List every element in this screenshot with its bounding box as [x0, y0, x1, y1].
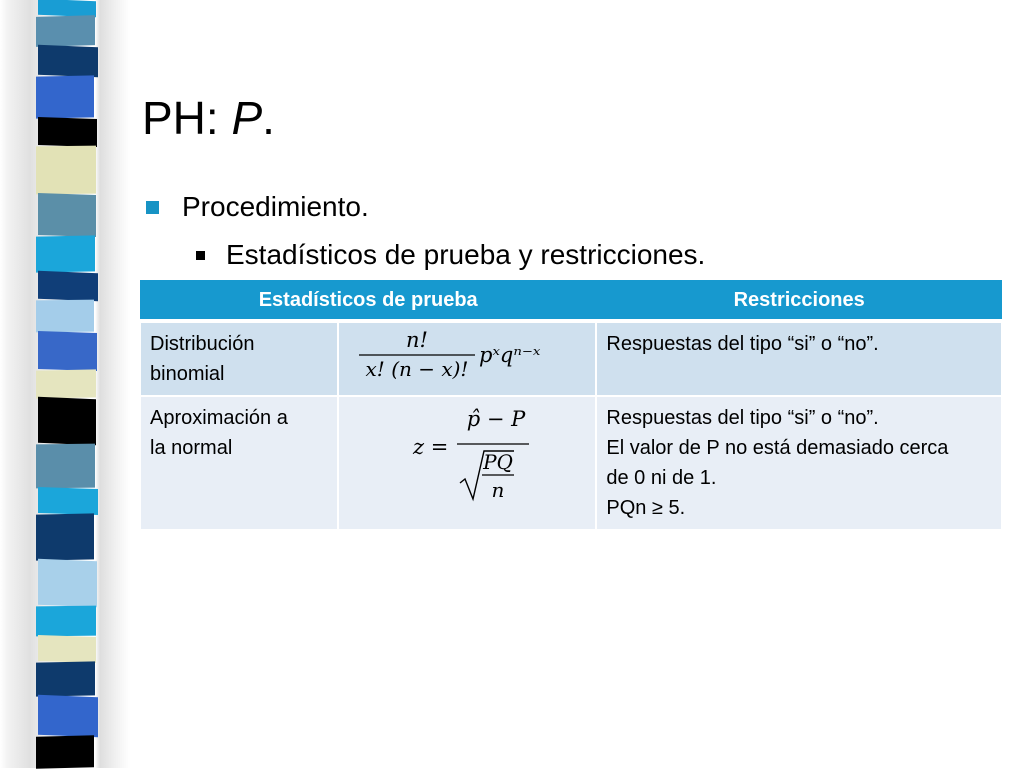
stripe-block	[38, 45, 98, 78]
formula-tail: pˣqⁿ⁻ˣ	[479, 343, 541, 367]
stripe-block	[36, 146, 96, 195]
stripe-block	[36, 606, 96, 637]
restriction-line: de 0 ni de 1.	[606, 467, 717, 489]
row-name	[140, 322, 338, 396]
bullet-1-text: Procedimiento.	[182, 191, 369, 222]
name-line: Aproximación a	[150, 407, 288, 429]
title-italic: P	[231, 92, 263, 144]
square-bullet-icon	[196, 251, 205, 260]
name-line: la normal	[150, 437, 233, 459]
name-line: binomial	[150, 363, 225, 385]
row-restrictions	[596, 322, 1002, 396]
bullet-level-1	[146, 190, 369, 224]
formula-lhs: z =	[413, 435, 449, 459]
normal-approximation-formula	[338, 396, 597, 530]
row-name	[140, 396, 338, 530]
stripe-block	[38, 487, 98, 515]
formula-denominator: x! (n − x)!	[365, 357, 469, 381]
square-bullet-icon	[146, 201, 159, 214]
stripe-block	[38, 635, 96, 663]
binomial-formula	[338, 322, 597, 396]
stripe-block	[36, 300, 94, 333]
formula-numerator: n!	[406, 328, 428, 352]
decorative-stripe	[35, 0, 99, 768]
normal-formula-graphic	[347, 399, 587, 511]
stripe-block	[38, 559, 97, 607]
stripe-block	[38, 331, 97, 371]
stripe-block	[36, 75, 94, 118]
slide-title	[142, 88, 275, 148]
statistics-table	[140, 280, 1002, 530]
row-restrictions	[596, 396, 1002, 530]
table-header-row	[140, 280, 1002, 322]
sqrt-denominator: n	[491, 478, 505, 502]
stripe-block	[36, 369, 96, 398]
stripe-block	[36, 513, 94, 560]
stripe-block	[38, 695, 98, 738]
binomial-formula-graphic	[347, 325, 587, 381]
table-row	[140, 396, 1002, 530]
formula-numerator: p̂ − P	[466, 407, 526, 431]
bullet-level-2	[196, 238, 705, 272]
title-main: PH:	[142, 92, 232, 144]
stripe-block	[36, 661, 95, 696]
name-line: Distribución	[150, 333, 255, 355]
restriction-line: Respuestas del tipo “si” o “no”.	[606, 333, 879, 355]
stripe-block	[38, 397, 96, 445]
sqrt-numerator: PQ	[483, 450, 513, 474]
stripe-block	[36, 444, 95, 489]
stripe-block	[36, 15, 95, 47]
stripe-block	[36, 235, 95, 272]
header-statistics: Estadísticos de prueba	[140, 280, 596, 322]
bullet-2-text: Estadísticos de prueba y restricciones.	[226, 239, 706, 270]
table-row	[140, 322, 1002, 396]
restriction-line: PQn ≥ 5.	[606, 497, 686, 519]
stripe-block	[38, 117, 97, 147]
stripe-block	[38, 193, 96, 237]
header-restrictions: Restricciones	[596, 280, 1002, 322]
stripe-block	[36, 735, 94, 769]
restriction-line: Respuestas del tipo “si” o “no”.	[606, 407, 879, 429]
stripe-block	[38, 271, 98, 302]
restriction-line: El valor de P no está demasiado cerca	[606, 437, 949, 459]
title-end: .	[262, 92, 275, 144]
